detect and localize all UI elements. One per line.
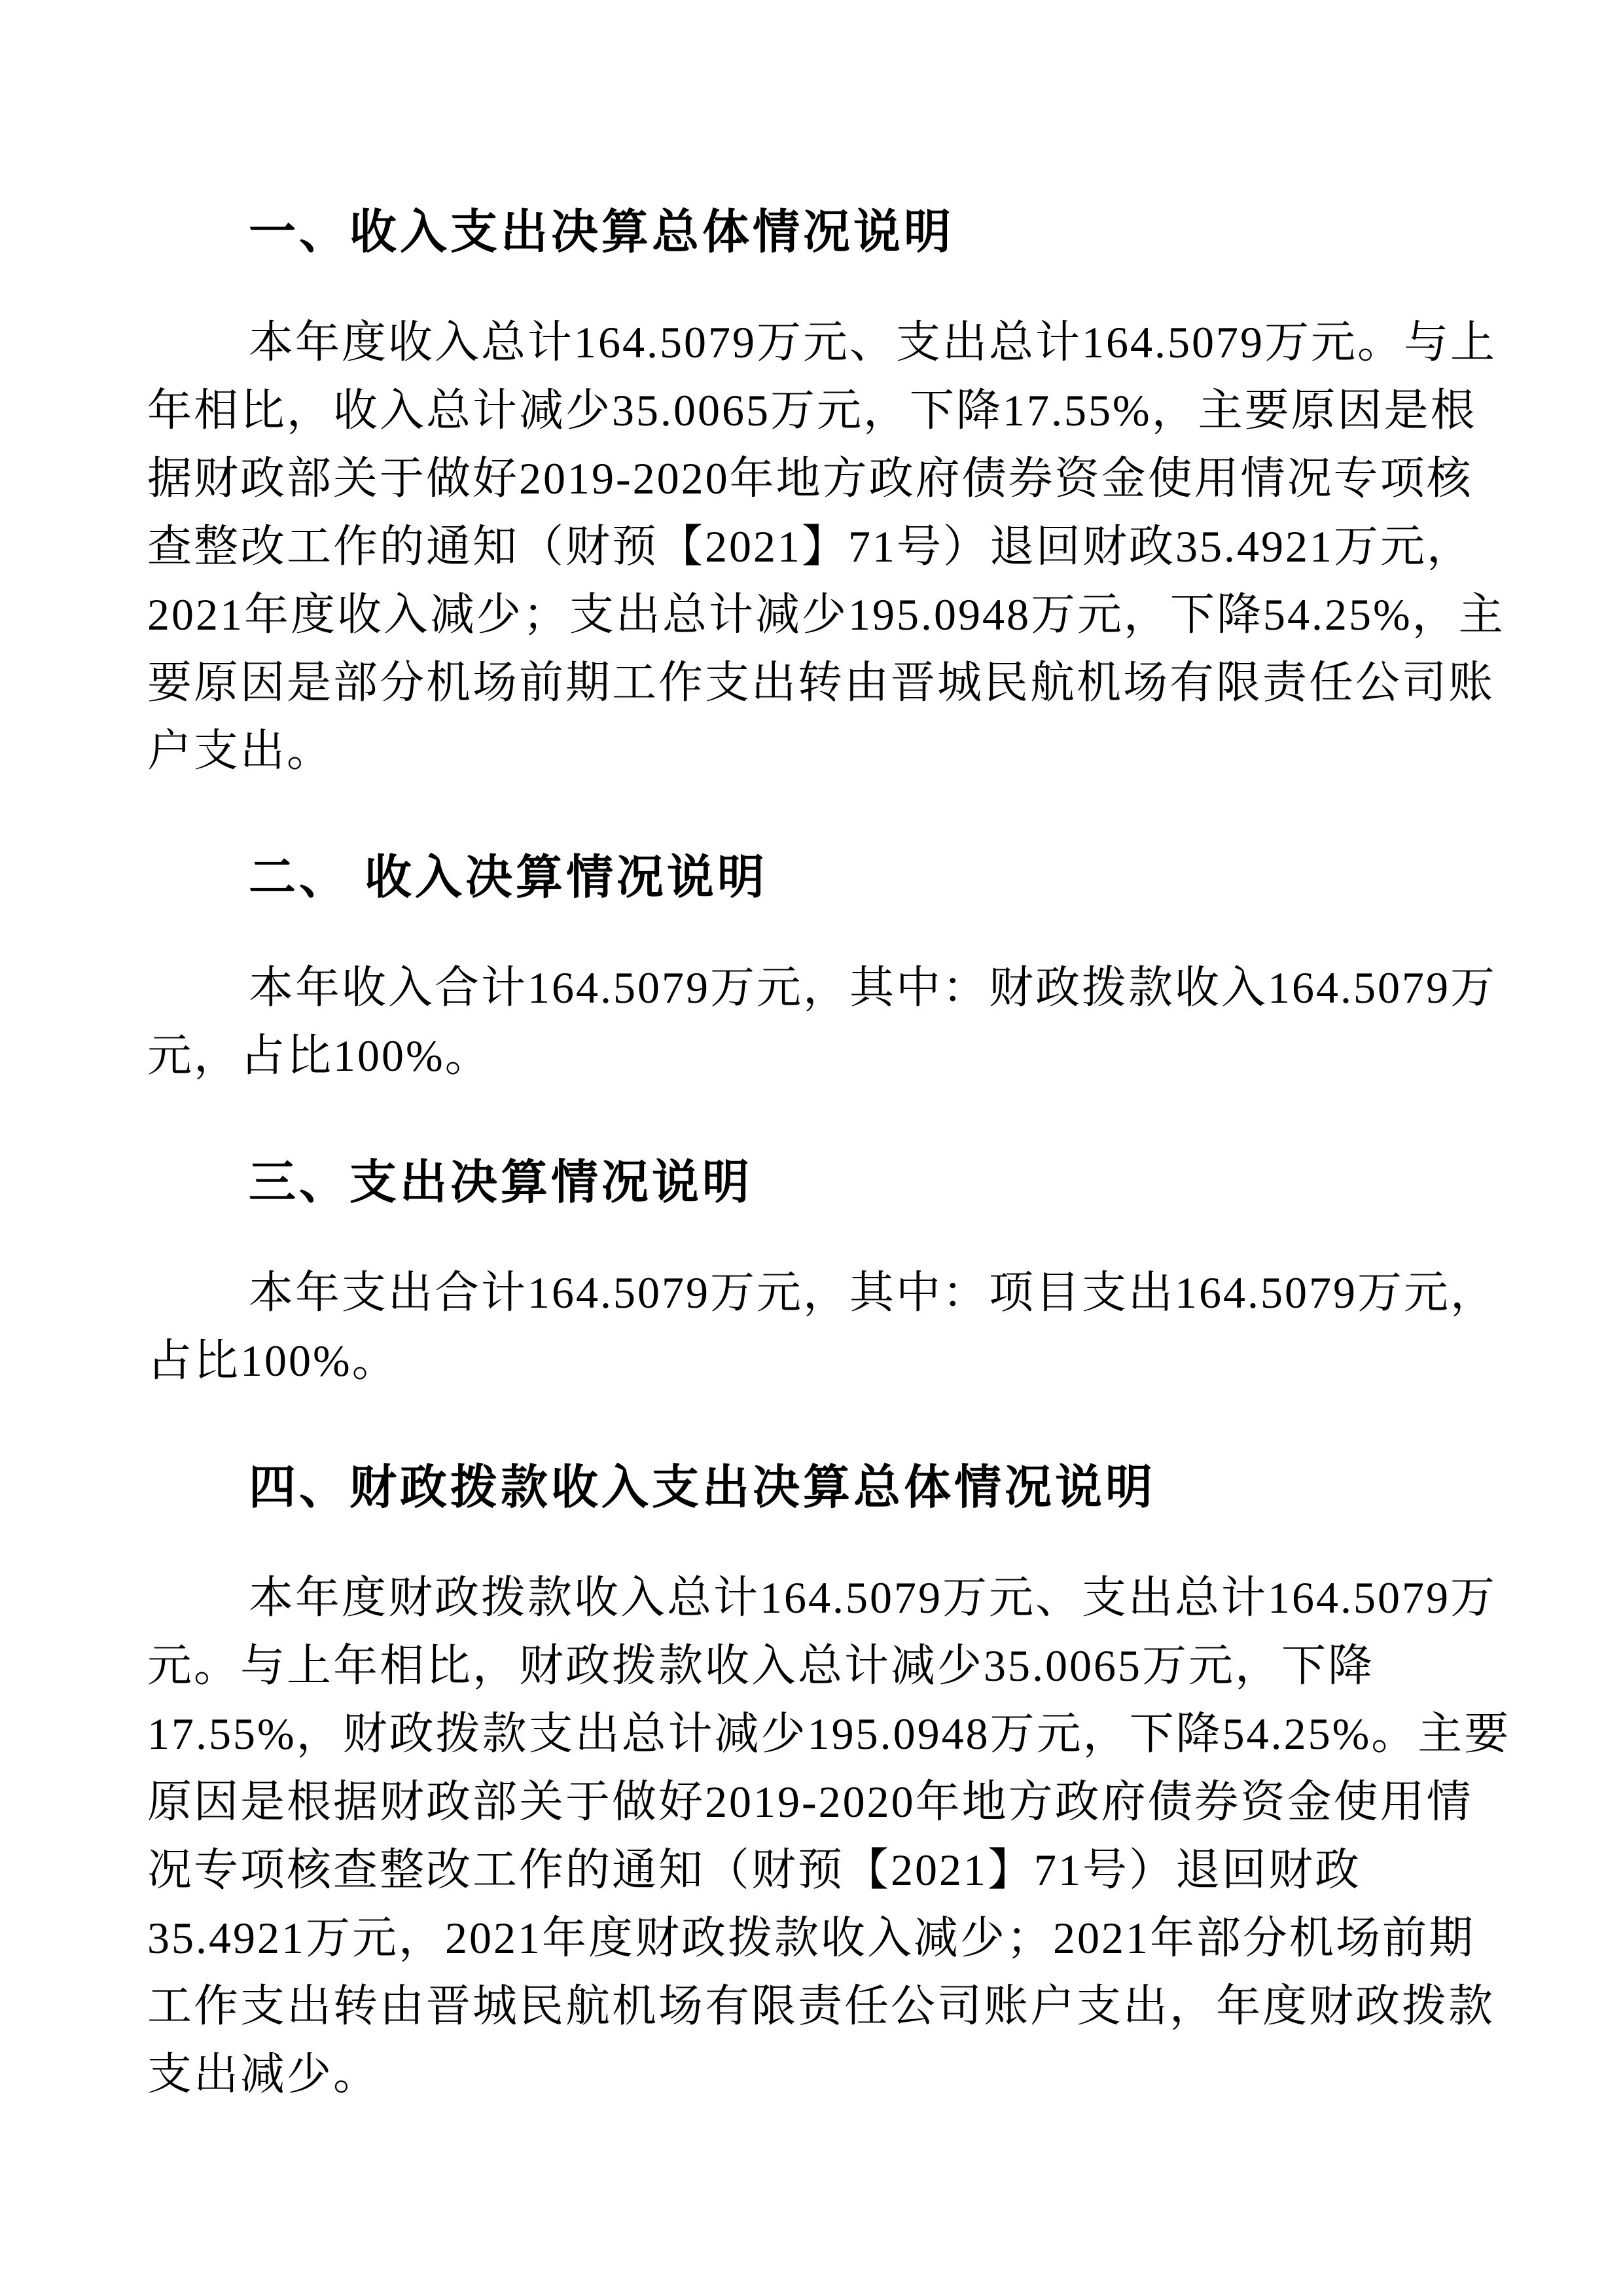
section-3-paragraph xyxy=(147,1259,1497,1395)
section-2-heading: 二、 收入决算情况说明 xyxy=(249,852,768,904)
section-4-heading: 四、财政拨款收入支出决算总体情况说明 xyxy=(249,1462,1156,1514)
paragraph-line: 工作支出转由晋城民航机场有限责任公司账户支出，年度财政拨款 xyxy=(147,1981,1495,2031)
paragraph-line: 年相比，收入总计减少35.0065万元，下降17.55%，主要原因是根 xyxy=(147,386,1477,435)
paragraph-line: 户支出。 xyxy=(147,726,334,776)
paragraph-line: 元，占比100%。 xyxy=(147,1031,491,1081)
paragraph-line: 元。与上年相比，财政拨款收入总计减少35.0065万元，下降 xyxy=(147,1641,1375,1691)
section-4-paragraph xyxy=(147,1564,1511,2108)
paragraph-line: 本年度收入总计164.5079万元、支出总计164.5079万元。与上 xyxy=(249,317,1497,367)
paragraph-line: 支出减少。 xyxy=(147,2049,380,2099)
section-1-heading: 一、收入支出决算总体情况说明 xyxy=(249,206,955,259)
section-3-heading: 三、支出决算情况说明 xyxy=(249,1157,753,1209)
paragraph-line: 本年收入合计164.5079万元，其中：财政拨款收入164.5079万 xyxy=(249,963,1497,1013)
paragraph-line: 要原因是部分机场前期工作支出转由晋城民航机场有限责任公司账 xyxy=(147,658,1495,708)
paragraph-line: 查整改工作的通知（财预【2021】71号）退回财政35.4921万元， xyxy=(147,522,1474,571)
section-2-paragraph xyxy=(147,954,1497,1090)
paragraph-line: 17.55%，财政拨款支出总计减少195.0948万元，下降54.25%。主要 xyxy=(147,1709,1511,1759)
paragraph-line: 本年度财政拨款收入总计164.5079万元、支出总计164.5079万 xyxy=(249,1573,1497,1623)
paragraph-line: 2021年度收入减少；支出总计减少195.0948万元，下降54.25%，主 xyxy=(147,590,1505,639)
section-1-paragraph xyxy=(147,308,1505,785)
paragraph-line: 原因是根据财政部关于做好2019-2020年地方政府债券资金使用情 xyxy=(147,1777,1473,1827)
paragraph-line: 35.4921万元，2021年度财政拨款收入减少；2021年部分机场前期 xyxy=(147,1913,1476,1963)
paragraph-line: 占比100%。 xyxy=(147,1336,399,1386)
paragraph-line: 本年支出合计164.5079万元，其中：项目支出164.5079万元， xyxy=(249,1268,1497,1318)
paragraph-line: 况专项核查整改工作的通知（财预【2021】71号）退回财政 xyxy=(147,1845,1362,1895)
paragraph-line: 据财政部关于做好2019-2020年地方政府债券资金使用情况专项核 xyxy=(147,454,1473,503)
